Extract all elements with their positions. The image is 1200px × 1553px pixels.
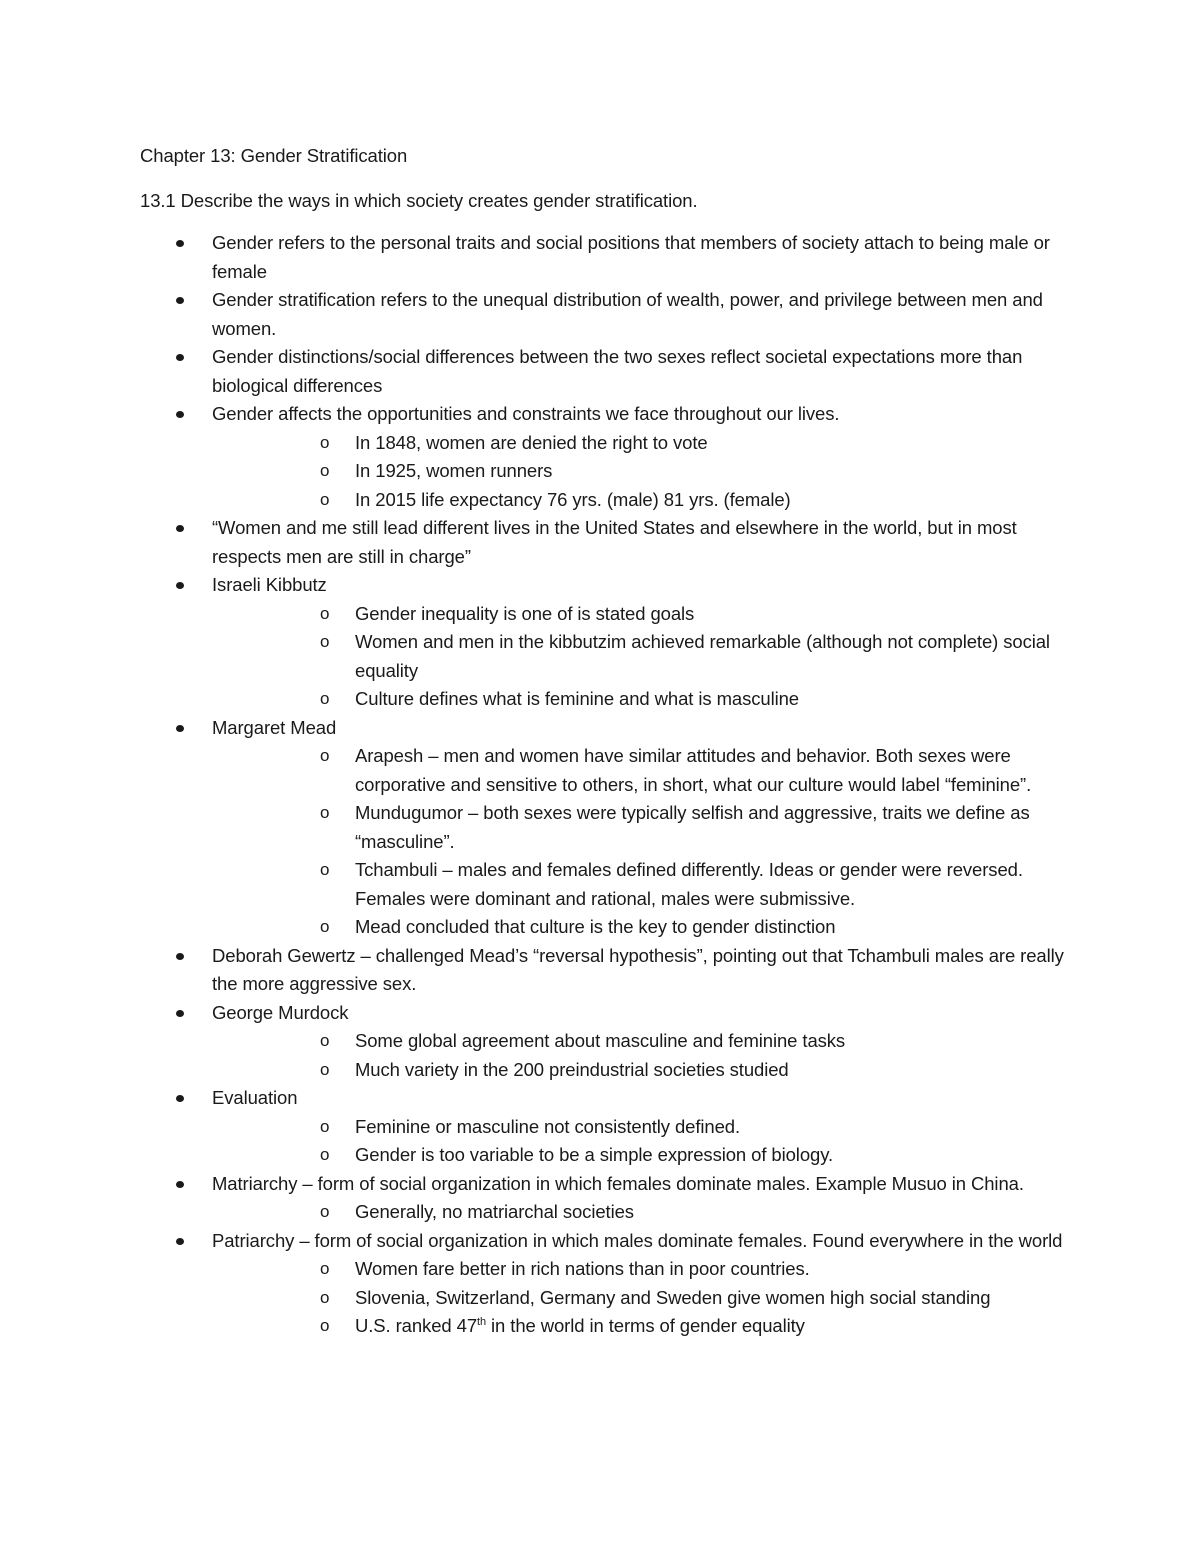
bullet-item <box>140 514 1070 571</box>
circle-bullet-icon: o <box>320 1031 330 1050</box>
sub-bullet-list <box>212 600 1070 714</box>
sub-bullet-item <box>212 1198 1070 1227</box>
bullet-text: Margaret Mead <box>212 716 337 738</box>
sub-bullet-text: Women and men in the kibbutzim achieved remarkable (although not complete) social equality <box>355 631 1050 681</box>
bullet-dot-icon <box>176 1238 184 1245</box>
sub-bullet-item <box>212 1284 1070 1313</box>
bullet-item <box>140 229 1070 286</box>
bullet-text: Gender refers to the personal traits and social positions that members of society attach to being male or female <box>212 232 1050 282</box>
bullet-text: Matriarchy – form of social organization in which females dominate males. Example Musuo in China. <box>212 1172 1024 1194</box>
sub-bullet-item <box>212 1141 1070 1170</box>
sub-bullet-item <box>212 1027 1070 1056</box>
circle-bullet-icon: o <box>320 1316 330 1335</box>
circle-bullet-icon: o <box>320 489 330 509</box>
page-title: Chapter 13: Gender Stratification <box>140 145 408 166</box>
bullet-text: Patriarchy – form of social organization in which males dominate females. Found everywhere in the world <box>212 1229 1063 1251</box>
sub-bullet-text: Gender is too variable to be a simple expression of biology. <box>355 1144 834 1165</box>
circle-bullet-icon: o <box>320 860 330 879</box>
sub-bullet-item <box>212 1312 1070 1341</box>
circle-bullet-icon: o <box>320 603 330 623</box>
sub-bullet-item <box>212 856 1070 913</box>
sub-bullet-item <box>212 742 1070 799</box>
sub-bullet-list <box>212 1198 1070 1227</box>
sub-bullet-text: Arapesh – men and women have similar attitudes and behavior. Both sexes were corporative and sensitive to others, in short, what our culture would label “feminine”. <box>355 745 1032 795</box>
bullet-list <box>140 229 1070 1341</box>
sub-bullet-text: Some global agreement about masculine and feminine tasks <box>355 1030 846 1051</box>
sub-bullet-list <box>212 1255 1070 1341</box>
sub-bullet-text: U.S. ranked 47 <box>355 1315 478 1336</box>
bullet-text: Deborah Gewertz – challenged Mead’s “reversal hypothesis”, pointing out that Tchambuli males are really the more aggressive sex. <box>212 944 1064 994</box>
circle-bullet-icon: o <box>320 1259 330 1278</box>
bullet-dot-icon <box>176 354 184 361</box>
sub-bullet-list <box>212 429 1070 515</box>
circle-bullet-icon: o <box>320 1116 330 1136</box>
circle-bullet-icon: o <box>320 432 330 452</box>
circle-bullet-icon: o <box>320 1202 330 1221</box>
circle-bullet-icon: o <box>320 917 330 936</box>
bullet-item <box>140 714 1070 942</box>
circle-bullet-icon: o <box>320 746 330 765</box>
bullet-item <box>140 942 1070 999</box>
sub-bullet-list <box>212 1027 1070 1084</box>
sub-bullet-item <box>212 1056 1070 1085</box>
sub-bullet-text: Feminine or masculine not consistently defined. <box>355 1115 741 1137</box>
bullet-item <box>140 400 1070 514</box>
bullet-item <box>140 1084 1070 1170</box>
bullet-item <box>140 571 1070 714</box>
bullet-text: Gender distinctions/social differences between the two sexes reflect societal expectations more than biological differences <box>212 346 1023 396</box>
circle-bullet-icon: o <box>320 689 330 708</box>
bullet-item <box>140 1227 1070 1341</box>
bullet-dot-icon <box>176 411 184 418</box>
bullet-item <box>140 999 1070 1085</box>
circle-bullet-icon: o <box>320 803 330 822</box>
sub-bullet-list <box>212 742 1070 942</box>
sub-bullet-text: Mead concluded that culture is the key to gender distinction <box>355 916 836 937</box>
circle-bullet-icon: o <box>320 1145 330 1164</box>
sub-bullet-text: Generally, no matriarchal societies <box>355 1201 634 1222</box>
bullet-text: Israeli Kibbutz <box>212 574 327 595</box>
bullet-dot-icon <box>176 953 184 960</box>
bullet-text: Gender stratification refers to the unequal distribution of wealth, power, and privilege between men and women. <box>212 289 1043 339</box>
ordinal-superscript: th <box>477 1315 486 1328</box>
sub-bullet-text: Women fare better in rich nations than in poor countries. <box>355 1258 810 1279</box>
sub-bullet-text: in the world in terms of gender equality <box>486 1315 805 1336</box>
bullet-dot-icon <box>176 525 184 532</box>
document-content <box>140 142 1070 1341</box>
sub-bullet-item <box>212 913 1070 942</box>
sub-bullet-item <box>212 628 1070 685</box>
sub-bullet-text: Mundugumor – both sexes were typically selfish and aggressive, traits we define as “masculine”. <box>355 802 1030 852</box>
sub-bullet-text: In 1925, women runners <box>355 460 553 481</box>
circle-bullet-icon: o <box>320 461 330 480</box>
sub-bullet-text: In 1848, women are denied the right to vote <box>355 431 708 453</box>
sub-bullet-list <box>212 1113 1070 1170</box>
bullet-dot-icon <box>176 582 184 589</box>
bullet-item <box>140 343 1070 400</box>
sub-bullet-text: In 2015 life expectancy 76 yrs. (male) 81 yrs. (female) <box>355 488 791 510</box>
bullet-text: “Women and me still lead different lives in the United States and elsewhere in the world, but in most respects men are still in charge” <box>212 517 1017 567</box>
sub-bullet-text: Culture defines what is feminine and what is masculine <box>355 688 799 709</box>
bullet-dot-icon <box>176 297 184 304</box>
sub-bullet-text: Slovenia, Switzerland, Germany and Sweden give women high social standing <box>355 1286 991 1308</box>
sub-bullet-text: Much variety in the 200 preindustrial societies studied <box>355 1058 789 1080</box>
circle-bullet-icon: o <box>320 1059 330 1079</box>
bullet-item <box>140 1170 1070 1227</box>
circle-bullet-icon: o <box>320 1287 330 1307</box>
bullet-item <box>140 286 1070 343</box>
circle-bullet-icon: o <box>320 632 330 651</box>
sub-bullet-item <box>212 685 1070 714</box>
sub-bullet-item <box>212 600 1070 629</box>
sub-bullet-item <box>212 1113 1070 1142</box>
sub-bullet-item <box>212 429 1070 458</box>
bullet-dot-icon <box>176 1010 184 1017</box>
sub-bullet-text: Tchambuli – males and females defined differently. Ideas or gender were reversed. Females were dominant and rational, males were submissive. <box>355 859 1023 909</box>
sub-bullet-item <box>212 457 1070 486</box>
bullet-dot-icon <box>176 1095 184 1102</box>
learning-objective: 13.1 Describe the ways in which society creates gender stratification. <box>140 189 698 211</box>
sub-bullet-item <box>212 486 1070 515</box>
bullet-dot-icon <box>176 725 184 732</box>
bullet-text: George Murdock <box>212 1001 349 1023</box>
bullet-text: Gender affects the opportunities and constraints we face throughout our lives. <box>212 403 840 424</box>
sub-bullet-text: Gender inequality is one of is stated goals <box>355 602 695 624</box>
sub-bullet-item <box>212 1255 1070 1284</box>
bullet-dot-icon <box>176 1181 184 1188</box>
bullet-text: Evaluation <box>212 1087 298 1108</box>
bullet-dot-icon <box>176 240 184 247</box>
sub-bullet-item <box>212 799 1070 856</box>
